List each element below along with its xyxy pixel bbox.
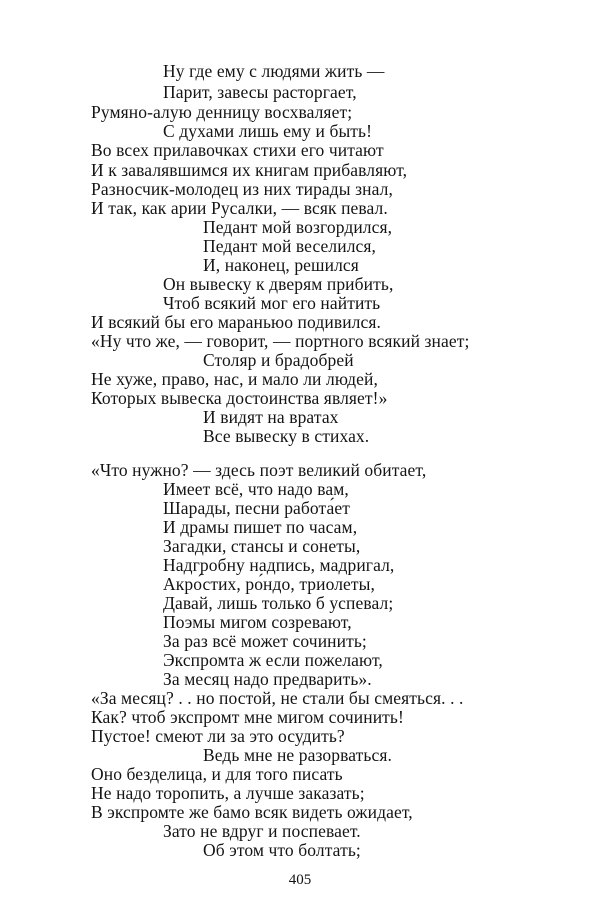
verse-line: «Что нужно? — здесь поэт великий обитает, <box>91 460 427 480</box>
verse-line: Зато не вдруг и поспевает. <box>163 821 361 841</box>
verse-line: Ведь мне не разорваться. <box>203 745 392 765</box>
verse-line: С духами лишь ему и быть! <box>163 121 373 141</box>
verse-line: Об этом что болтать; <box>203 840 361 860</box>
verse-line: И к завалявшимся их книгам прибавляют, <box>91 160 408 180</box>
verse-line: Все вывеску в стихах. <box>203 426 370 446</box>
verse-line: Как? чтоб экспромт мне мигом сочинить! <box>91 707 404 727</box>
verse-line: Пустое! смеют ли за это осудить? <box>91 726 345 746</box>
verse-line: Оно безделица, и для того писать <box>91 764 343 784</box>
verse-line: Шарады, песни работа́ет <box>163 498 350 518</box>
page-number: 405 <box>288 872 312 888</box>
verse-line: Загадки, стансы и сонеты, <box>163 536 361 556</box>
verse-line: Парит, завесы расторгает, <box>163 82 357 102</box>
verse-line: «За месяц? . . но постой, не стали бы смеяться. . . <box>91 688 464 708</box>
verse-line: Имеет всё, что надо вам, <box>163 479 349 499</box>
verse-line: Румяно-алую денницу восхваляет; <box>91 102 353 122</box>
verse-line: Педант мой веселился, <box>203 236 377 256</box>
verse-line: Педант мой возгордился, <box>203 217 393 237</box>
verse-line: И всякий бы его мараньюо подивился. <box>91 312 381 332</box>
verse-line: Разносчик-молодец из них тирады знал, <box>91 179 393 199</box>
verse-line: Он вывеску к дверям прибить, <box>163 274 394 294</box>
verse-line: Чтоб всякий мог его найтить <box>163 293 381 313</box>
verse-line: В экспромте же бамо всяк видеть ожидает, <box>91 802 413 822</box>
verse-line: Не надо торопить, а лучше заказать; <box>91 783 365 803</box>
verse-line: Во всех прилавочках стихи его читают <box>91 140 384 160</box>
verse-line: Которых вывеска достоинства являет!» <box>91 388 388 408</box>
verse-line: И драмы пишет по часам, <box>163 517 358 537</box>
verse-line: Надгробну надпись, мадригал, <box>163 555 395 575</box>
verse-line: Столяр и брадобрей <box>203 350 354 370</box>
verse-line: Ну где ему с людями жить — <box>163 61 385 81</box>
verse-line: Не хуже, право, нас, и мало ли людей, <box>91 369 378 389</box>
verse-line: «Ну что же, — говорит, — портного всякий знает; <box>91 331 470 351</box>
verse-line: За раз всё может сочинить; <box>163 631 367 651</box>
verse-line: Поэмы мигом созревают, <box>163 612 352 632</box>
verse-line: И, наконец, решился <box>203 255 359 275</box>
verse-line: И так, как арии Русалки, — всяк певал. <box>91 198 388 218</box>
verse-line: Давай, лишь только б успевал; <box>163 593 394 613</box>
verse-line: И видят на вратах <box>203 407 339 427</box>
verse-line: За месяц надо предварить». <box>163 669 372 689</box>
verse-line: Экспромта ж если пожелают, <box>163 650 383 670</box>
verse-line: Акро́стих, ро́ндо, триолеты, <box>163 574 376 594</box>
